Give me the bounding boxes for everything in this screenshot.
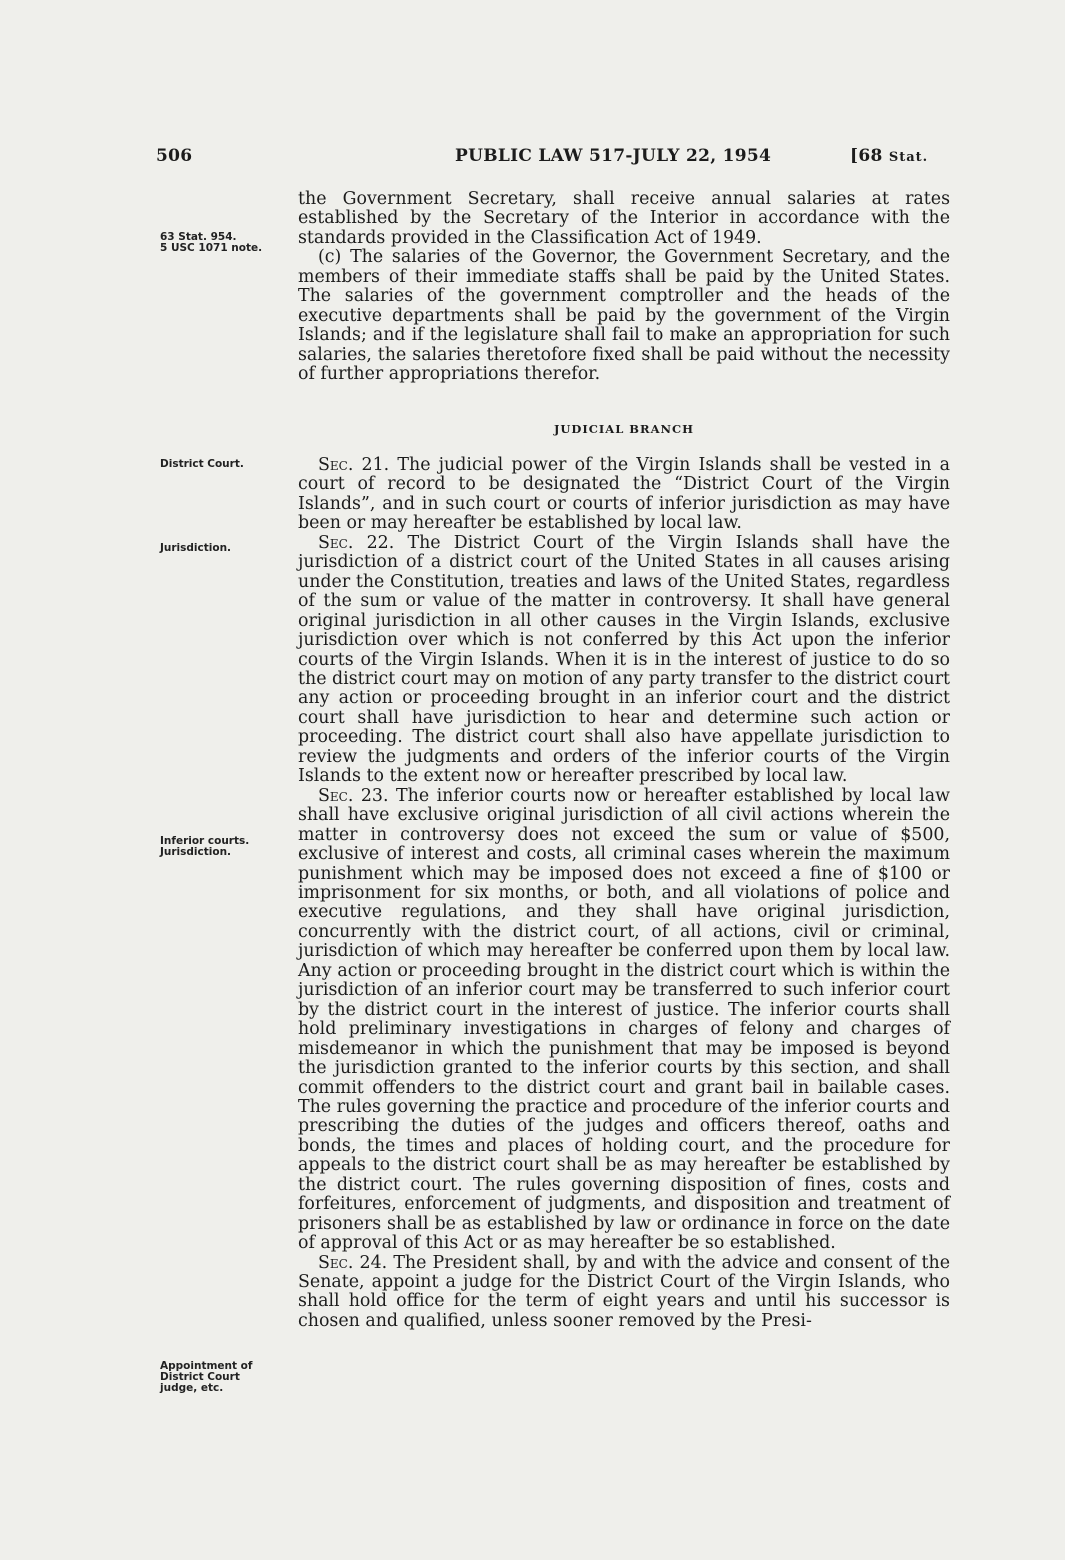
text-block-sections <box>298 456 950 1331</box>
statute-label: Stat. <box>888 150 929 165</box>
section-22 <box>298 534 950 787</box>
running-title: PUBLIC LAW 517-JULY 22, 1954 <box>455 146 772 166</box>
section-21 <box>298 456 950 534</box>
section-24-label: Sec. 24. <box>318 1252 388 1273</box>
margin-note-jurisdiction: Jurisdiction. <box>160 542 232 554</box>
section-22-label: Sec. 22. <box>318 532 395 553</box>
section-23 <box>298 787 950 1254</box>
paragraph-c: (c) The salaries of the Governor, the Government Secretary, and the members of their immediate staffs shall be paid by the United States. The salaries of the government comptroller and the heads of the executive departments shall be paid by the government of the Virgin Islands; and if the legislature shall fail to make an appropriation for such salaries, the salaries theretofore fixed shall be paid without the necessity of further appropriations therefor. <box>298 247 950 385</box>
margin-note-inferior-courts: Inferior courts. Jurisdiction. <box>160 835 250 858</box>
statute-volume <box>850 146 928 166</box>
section-24-text: The President shall, by and with the advice and consent of the Senate, appoint a judge for the District Court of the Virgin Islands, who shall hold office for the term of eight years and until his successor is chosen and qualified, unless sooner removed by the Presi- <box>298 1252 950 1331</box>
section-21-label: Sec. 21. <box>318 455 390 475</box>
section-23-label: Sec. 23. <box>318 785 389 806</box>
section-24 <box>298 1254 950 1332</box>
paragraph-continued: the Government Secretary, shall receive annual salaries at rates established by the Secretary of the Interior in accordance with the standards provided in the Classification Act of 1949. <box>298 189 950 248</box>
page-number: 506 <box>156 146 193 166</box>
text-block-top <box>298 190 950 385</box>
section-heading: JUDICIAL BRANCH <box>553 422 695 436</box>
statute-bracket: [68 <box>850 146 883 166</box>
margin-note-stat-ref: 63 Stat. 954. 5 USC 1071 note. <box>160 231 263 254</box>
margin-note-district-court: District Court. <box>160 458 244 470</box>
margin-note-appointment: Appointment of District Court judge, etc. <box>160 1360 253 1394</box>
section-21-text: The judicial power of the Virgin Islands shall be vested in a court of record to be designated the “District Court of the Virgin Islands”, and in such court or courts of inferior jurisdiction as may have been or may hereafter be established by local law. <box>298 455 950 534</box>
section-22-text: The District Court of the Virgin Islands shall have the jurisdiction of a district court of the United States in all causes arising under the Constitution, treaties and laws of the United States, regardless of the sum or value of the matter in controversy. It shall have general original jurisdiction in all other causes in the Virgin Islands, exclusive jurisdiction over which is not conferred by this Act upon the inferior courts of the Virgin Islands. When it is in the interest of justice to do so the district court may on motion of any party transfer to the district court any action or proceeding brought in an inferior court and the district court shall have jurisdiction to hear and determine such action or proceeding. The district court shall also have appellate jurisdiction to review the judgments and orders of the inferior courts of the Virgin Islands to the extent now or hereafter prescribed by local law. <box>298 532 950 787</box>
section-23-text: The inferior courts now or hereafter established by local law shall have exclusive original jurisdiction of all civil actions wherein the matter in controversy does not exceed the sum or value of $500, exclusive of interest and costs, all criminal cases wherein the maximum punishment which may be imposed does not exceed a fine of $100 or imprisonment for six months, or both, and all violations of police and executive regulations, and they shall have original jurisdiction, concurrently with the district court, of all actions, civil or criminal, jurisdiction of which may hereafter be conferred upon them by local law. Any action or proceeding brought in the district court which is within the jurisdiction of an inferior court may be transferred to such inferior court by the district court in the interest of justice. The inferior courts shall hold preliminary investigations in charges of felony and charges of misdemeanor in which the punishment that may be imposed is beyond the jurisdiction granted to the inferior courts by this section, and shall commit offenders to the district court and grant bail in bailable cases. The rules governing the practice and procedure of the inferior courts and prescribing the duties of the judges and officers thereof, oaths and bonds, the times and places of holding court, and the procedure for appeals to the district court shall be as may hereafter be established by the district court. The rules governing disposition of fines, costs and forfeitures, enforcement of judgments, and disposition and treatment of prisoners shall be as established by law or ordinance in force on the date of approval of this Act or as may hereafter be so established. <box>298 785 950 1254</box>
